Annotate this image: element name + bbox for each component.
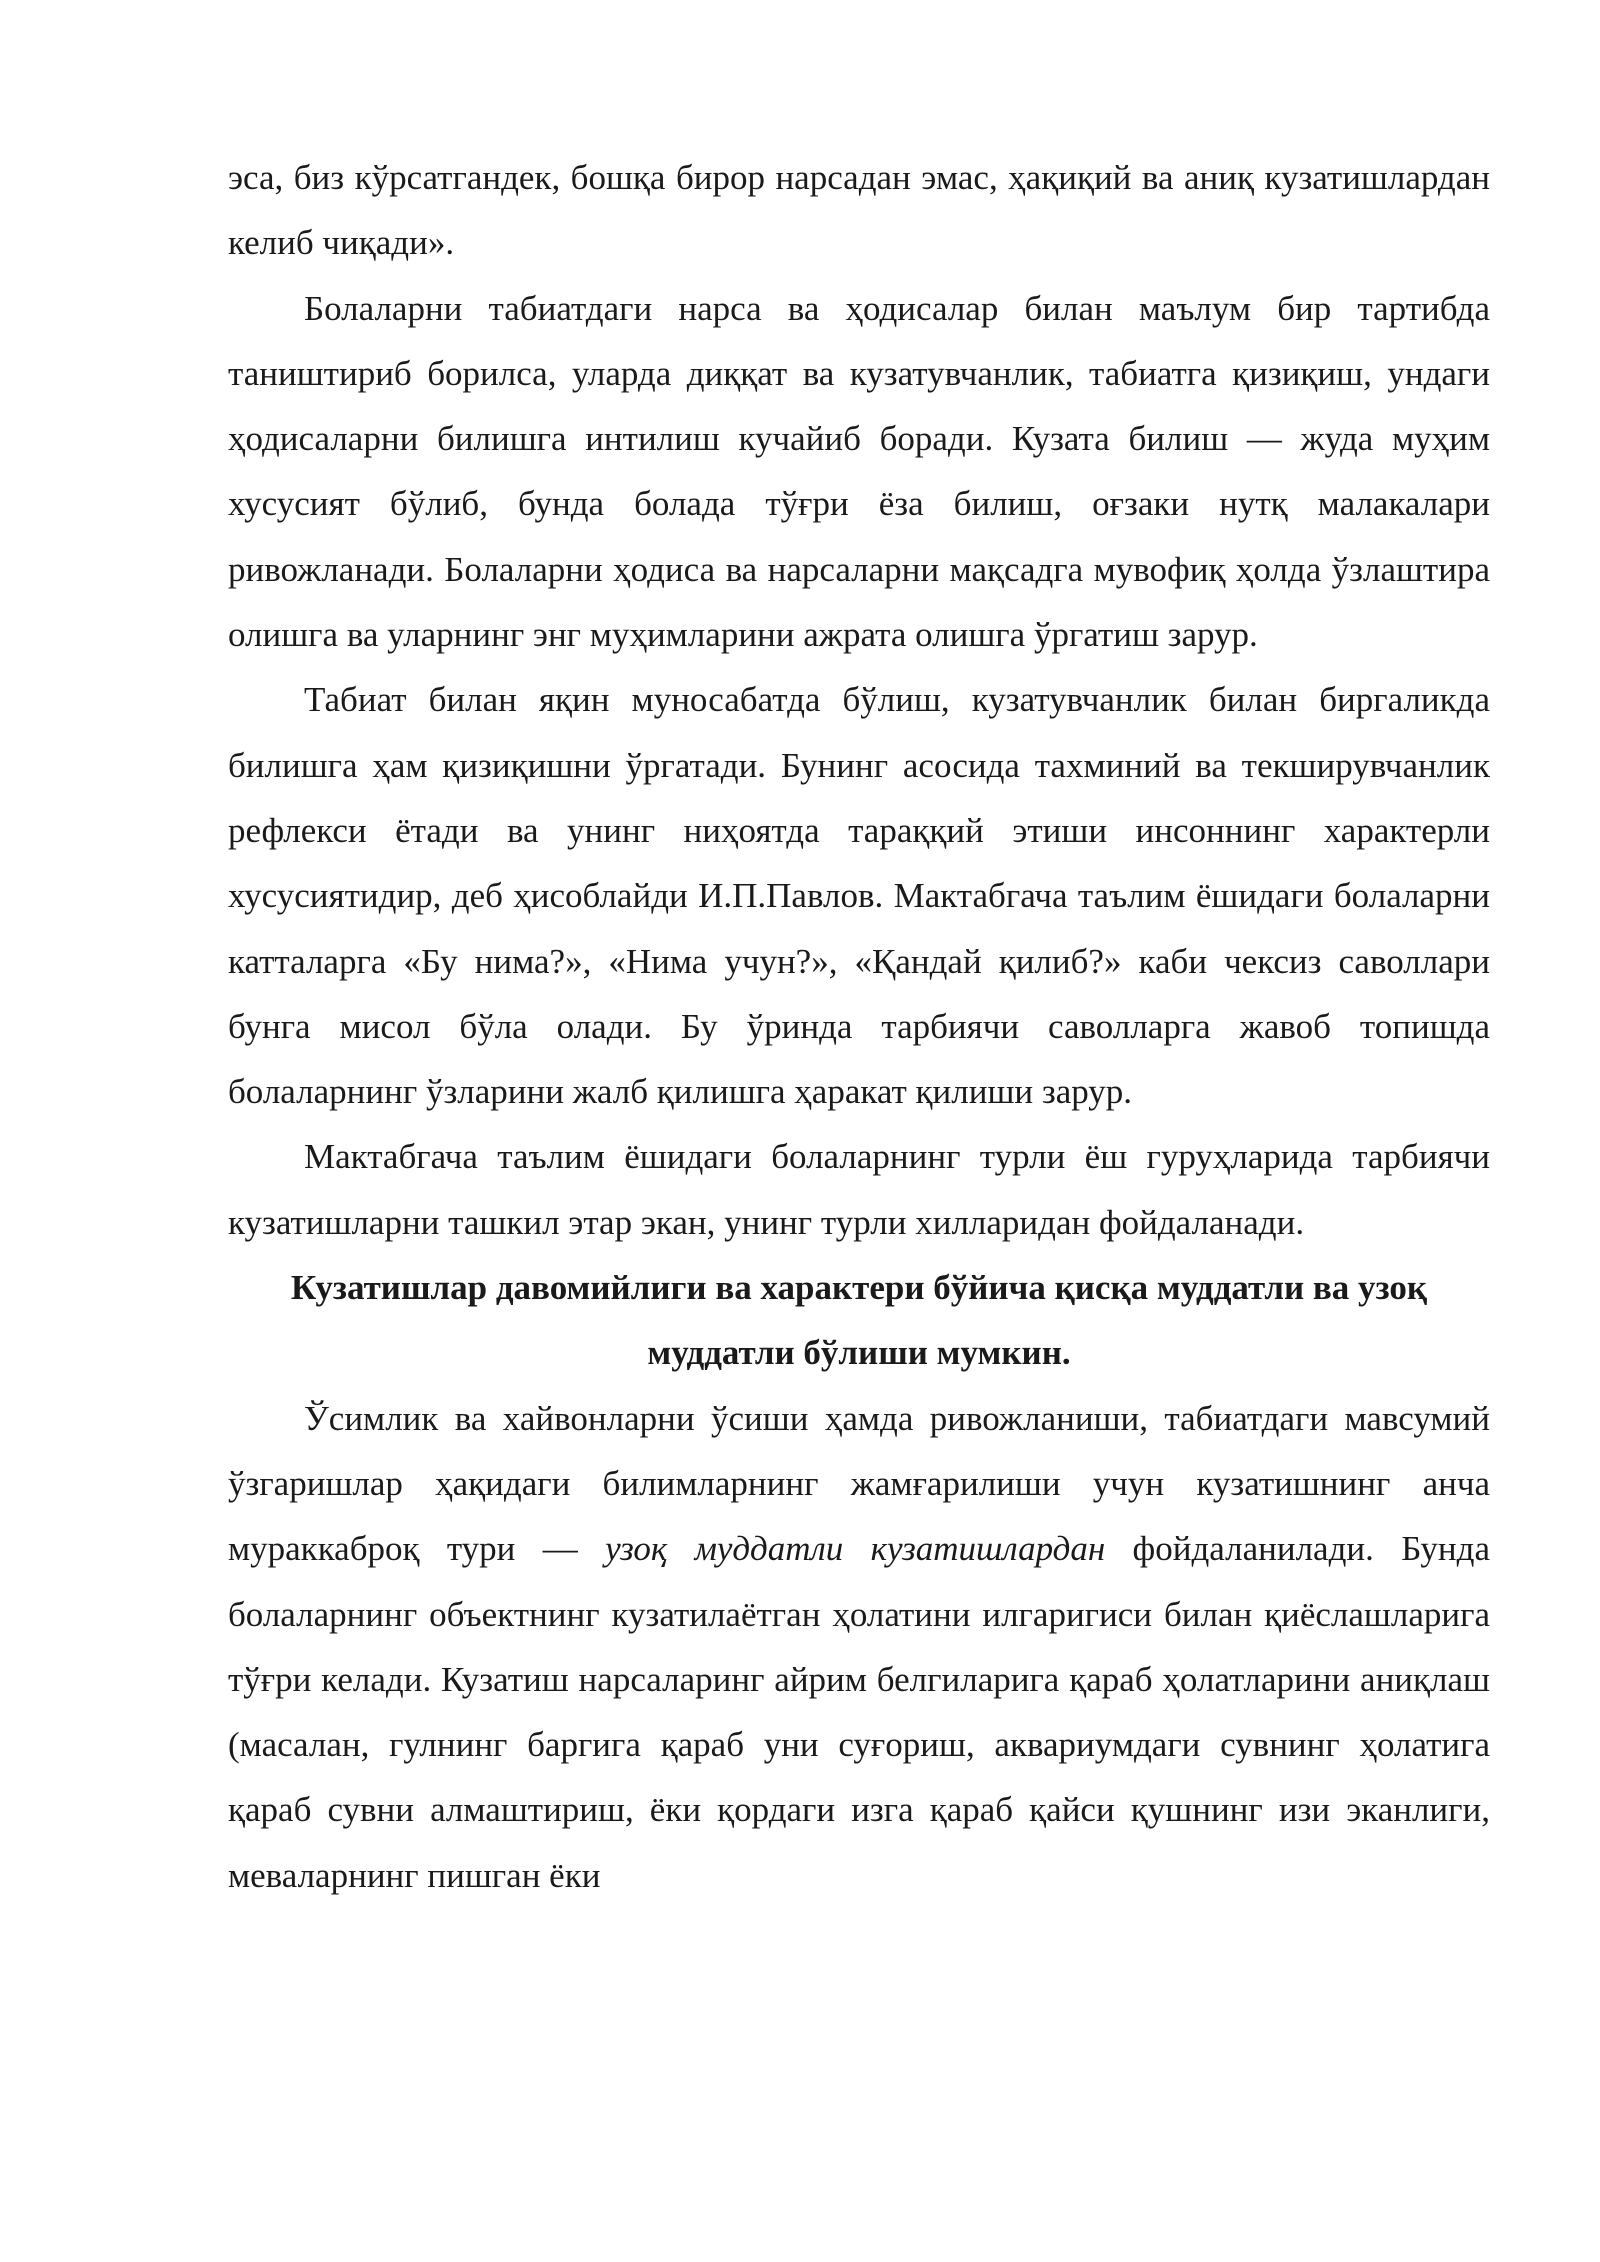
paragraph-observation-skills: Болаларни табиатдаги нарса ва ҳодисалар билан маълум бир тартибда таништириб борилса, уларда диққат ва кузатувчанлик, табиатга қизиқиш, ундаги ҳодисаларни билишга интилиш кучайиб боради. Кузата билиш — жуда муҳим хусусият бўлиб, бунда болада тўғри ёза билиш, оғзаки нутқ малакалари ривожланади. Болаларни ҳодиса ва нарсаларни мақсадга мувофиқ ҳолда ўзлаштира олишга ва уларнинг энг муҳимларини ажрата олишга ўргатиш зарур. xyxy=(228,288,1490,655)
paragraph-pavlov: Табиат билан яқин муносабатда бўлиш, кузатувчанлик билан биргаликда билишга ҳам қизиқишни ўргатади. Бунинг асосида тахминий ва текширувчанлик рефлекси ётади ва унинг ниҳоятда тараққий этиши инсоннинг характерли хусусиятидир, деб ҳисоблайди И.П.Павлов. Мактабгача таълим ёшидаги болаларни катталарга «Бу нима?», «Нима учун?», «Қандай қилиб?» каби чексиз саволлари бунга мисол бўла олади. Бу ўринда тарбиячи саволларга жавоб топишда болаларнинг ўзларини жалб қилишга ҳаракат қилиши зарур. xyxy=(228,680,1490,1112)
paragraph-text-after: фойдаланилади. Бунда болаларнинг объектнинг кузатилаётган ҳолатини илгаригиси билан қиёслашларига тўғри келади. Кузатиш нарсаларинг айрим белгиларига қараб ҳолатларини аниқлаш (масалан, гулнинг баргига қараб уни суғориш, аквариумдаги сувнинг ҳолатига қараб сувни алмаштириш, ёки қордаги изга қараб қайси қушнинг изи эканлиги, меваларнинг пишган ёки xyxy=(228,1529,1491,1895)
paragraph-text-before: Ўсимлик ва хайвонларни ўсиши ҳамда ривожланиши, табиатдаги мавсумий ўзгаришлар ҳақидаги билимларнинг жамғарилиши учун кузатишнинг анча мураккаброқ тури — xyxy=(228,1398,1490,1569)
paragraph-long-term-observation xyxy=(228,1386,1490,1908)
paragraph-continuation: эса, биз кўрсатгандек, бошқа бирор нарсадан эмас, ҳақиқий ва аниқ кузатишлардан келиб чиқади». xyxy=(228,158,1490,263)
paragraph-age-groups: Мактабгача таълим ёшидаги болаларнинг турли ёш гуруҳларида тарбиячи кузатишларни ташкил этар экан, унинг турли хилларидан фойдаланади. xyxy=(228,1137,1490,1242)
italic-term: узоқ муддатли кузатишлардан xyxy=(605,1529,1106,1569)
section-heading: Кузатишлар давомийлиги ва характери бўйича қисқа муддатли ва узоқ муддатли бўлиши мумкин. xyxy=(290,1268,1428,1373)
document-page xyxy=(228,145,1490,1908)
